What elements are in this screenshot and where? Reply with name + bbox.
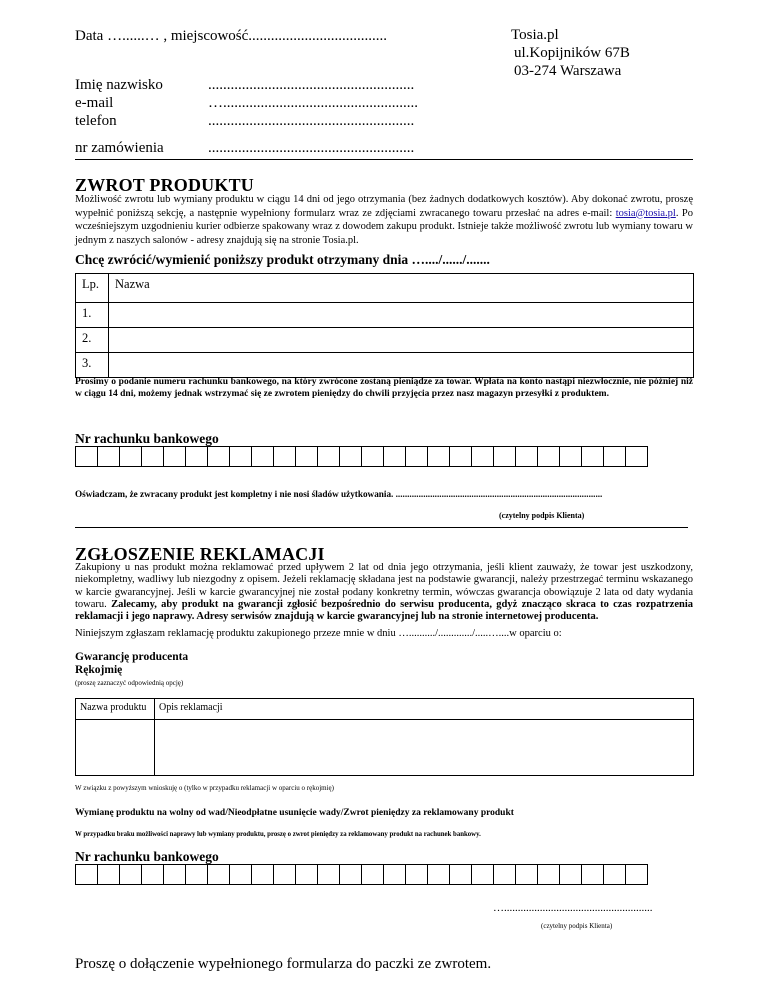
account-digit-box[interactable] — [75, 446, 98, 467]
account-digit-box[interactable] — [515, 864, 538, 885]
table-row-name-cell[interactable] — [109, 303, 694, 328]
account-digit-box[interactable] — [97, 446, 120, 467]
complaint-table — [75, 698, 694, 776]
option-statutory-warranty[interactable]: Rękojmię — [75, 664, 123, 676]
complaint-bank-account-label: Nr rachunku bankowego — [75, 849, 219, 864]
customer-labels — [75, 76, 163, 130]
section-divider — [75, 527, 688, 528]
table-header-description: Opis reklamacji — [155, 699, 694, 720]
account-digit-box[interactable] — [559, 864, 582, 885]
option-warranty[interactable]: Gwarancję producenta — [75, 651, 189, 663]
request-options[interactable]: Wymianę produktu na wolny od wad/Nieodpłatne usunięcie wady/Zwrot pieniędzy za reklamowany produkt — [75, 808, 514, 818]
account-digit-box[interactable] — [339, 446, 362, 467]
account-digit-box[interactable] — [383, 864, 406, 885]
account-digit-box[interactable] — [207, 864, 230, 885]
return-date-line[interactable]: Chcę zwrócić/wymienić poniższy produkt otrzymany dnia …..../....../....... — [75, 252, 490, 267]
order-label: nr zamówienia — [75, 140, 164, 156]
date-place-line[interactable]: Data …......… , miejscowość..................................... — [75, 28, 388, 44]
account-digit-box[interactable] — [603, 446, 626, 467]
option-hint: (proszę zaznaczyć odpowiednią opcję) — [75, 679, 184, 687]
account-digit-box[interactable] — [603, 864, 626, 885]
phone-field[interactable]: ....................................................... — [208, 113, 415, 129]
request-note: W związku z powyższym wnioskuję o (tylko w przypadku reklamacji w oparciu o rękojmię) — [75, 784, 334, 792]
account-digit-box[interactable] — [163, 864, 186, 885]
complaint-bank-account-boxes[interactable] — [75, 864, 648, 885]
account-digit-box[interactable] — [295, 864, 318, 885]
return-intro-part1: Możliwość zwrotu lub wymiany produktu w ciągu 14 dni od jego otrzymania (bez żadnych dodatkowych kosztów). Aby dokonać zwrotu, proszę wypełnić poniższą sekcję, a następnie wypełniony formularz wraz ze zdjęciami zwracanego towaru przesłać na adres e-mail: — [75, 194, 693, 219]
account-digit-box[interactable] — [317, 864, 340, 885]
header-divider — [75, 159, 693, 160]
account-digit-box[interactable] — [537, 864, 560, 885]
account-digit-box[interactable] — [317, 446, 340, 467]
account-digit-box[interactable] — [405, 864, 428, 885]
account-digit-box[interactable] — [515, 446, 538, 467]
company-city: 03-274 Warszawa — [514, 63, 622, 79]
bank-refund-note: Prosimy o podanie numeru rachunku bankowego, na który zwrócone zostaną pieniądze za towar. Wpłata na konto nastąpi niezwłocznie, nie później niż w ciągu 14 dni, możemy jednak wstrzymać się ze zwrotem pieniędzy do chwili przyjęcia przez nasz magazyn przesyłki z produktem. — [75, 377, 693, 399]
account-digit-box[interactable] — [471, 864, 494, 885]
complaint-description-cell[interactable] — [155, 720, 694, 776]
account-digit-box[interactable] — [471, 446, 494, 467]
account-digit-box[interactable] — [251, 864, 274, 885]
account-digit-box[interactable] — [361, 864, 384, 885]
account-digit-box[interactable] — [383, 446, 406, 467]
footer-note: Proszę o dołączenie wypełnionego formularza do paczki ze zwrotem. — [75, 956, 492, 972]
bank-account-boxes[interactable] — [75, 446, 648, 467]
account-digit-box[interactable] — [537, 446, 560, 467]
email-link[interactable]: tosia@tosia.pl — [615, 207, 676, 219]
table-row-number: 3. — [76, 353, 109, 378]
account-digit-box[interactable] — [493, 446, 516, 467]
account-digit-box[interactable] — [163, 446, 186, 467]
company-street: ul.Kopijników 67B — [514, 45, 630, 61]
name-field[interactable]: ....................................................... — [208, 77, 415, 93]
complaint-signature-line[interactable]: …...................................................... — [493, 902, 653, 914]
account-digit-box[interactable] — [449, 864, 472, 885]
complaint-options — [75, 651, 188, 677]
complaint-claim-line[interactable]: Niniejszym zgłaszam reklamację produktu zakupionego przeze mnie w dniu …........../............./.....…....w oparciu o: — [75, 628, 562, 639]
account-digit-box[interactable] — [581, 446, 604, 467]
table-header-lp: Lp. — [76, 274, 109, 303]
account-digit-box[interactable] — [207, 446, 230, 467]
account-digit-box[interactable] — [493, 864, 516, 885]
account-digit-box[interactable] — [625, 864, 648, 885]
complaint-section-title: ZGŁOSZENIE REKLAMACJI — [75, 544, 325, 564]
account-digit-box[interactable] — [141, 446, 164, 467]
account-digit-box[interactable] — [581, 864, 604, 885]
complaint-intro — [75, 562, 693, 623]
account-digit-box[interactable] — [119, 864, 142, 885]
account-digit-box[interactable] — [141, 864, 164, 885]
return-intro-part2: . Po wcześniejszym uzgodnieniu kurier odbierze spakowany wraz z dowodem zakupu produkt. Istnieje także możliwość zwrotu lub wymiany towaru w jednym z naszych salonów - adresy znajdują się na stronie Tosia.pl. — [75, 207, 693, 246]
bank-account-label: Nr rachunku bankowego — [75, 431, 219, 446]
account-digit-box[interactable] — [75, 864, 98, 885]
table-header-name: Nazwa — [109, 274, 694, 303]
email-field[interactable]: ….................................................... — [208, 95, 418, 111]
declaration-line[interactable]: Oświadczam, że zwracany produkt jest kompletny i nie nosi śladów użytkowania. .......................................................................................... — [75, 489, 603, 499]
complaint-signature-caption: (czytelny podpis Klienta) — [541, 922, 613, 930]
customer-fields — [208, 76, 418, 130]
company-name: Tosia.pl — [511, 27, 559, 43]
order-number-field[interactable]: ....................................................... — [208, 140, 415, 156]
return-signature-caption: (czytelny podpis Klienta) — [499, 511, 585, 520]
email-label: e-mail — [75, 95, 114, 111]
account-digit-box[interactable] — [229, 446, 252, 467]
account-digit-box[interactable] — [273, 446, 296, 467]
phone-label: telefon — [75, 113, 117, 129]
account-digit-box[interactable] — [185, 446, 208, 467]
refund-note: W przypadku braku możliwości naprawy lub wymiany produktu, proszę o zwrot pieniędzy za reklamowany produkt na rachunek bankowy. — [75, 831, 481, 838]
account-digit-box[interactable] — [559, 446, 582, 467]
account-digit-box[interactable] — [185, 864, 208, 885]
account-digit-box[interactable] — [361, 446, 384, 467]
account-digit-box[interactable] — [273, 864, 296, 885]
company-address — [511, 26, 630, 80]
account-digit-box[interactable] — [405, 446, 428, 467]
account-digit-box[interactable] — [449, 446, 472, 467]
account-digit-box[interactable] — [427, 864, 450, 885]
table-row-number: 2. — [76, 328, 109, 353]
table-row-name-cell[interactable] — [109, 328, 694, 353]
account-digit-box[interactable] — [427, 446, 450, 467]
account-digit-box[interactable] — [251, 446, 274, 467]
return-products-table — [75, 273, 694, 378]
complaint-intro-normal: Zakupiony u nas produkt można reklamować przed upływem 2 lat od dnia jego otrzymania, jeśli klient zauważy, że towar jest uszkodzony, niekompletny, wadliwy lub niezgodny z opisem. Jeżeli reklamację składana jest na podstawie gwarancji, należy przestrzegać terminu wskazanego w karcie gwarancyjnej. Jeśli w karcie gwarancyjnej nie został podany konkretny termin, wówczas gwarancja obowiązuje 2 lata od daty wydania towaru. — [75, 562, 693, 610]
return-intro — [75, 193, 693, 247]
product-name-cell[interactable] — [76, 720, 155, 776]
name-label: Imię nazwisko — [75, 77, 163, 93]
table-row-number: 1. — [76, 303, 109, 328]
account-digit-box[interactable] — [339, 864, 362, 885]
return-section-title: ZWROT PRODUKTU — [75, 175, 254, 195]
table-header-product: Nazwa produktu — [76, 699, 155, 720]
account-digit-box[interactable] — [625, 446, 648, 467]
account-digit-box[interactable] — [229, 864, 252, 885]
account-digit-box[interactable] — [119, 446, 142, 467]
complaint-intro-bold: Zalecamy, aby produkt na gwarancji zgłosić bezpośrednio do serwisu producenta, gdyż znacząco skraca to czas rozpatrzenia reklamacji i jego naprawy. Adresy serwisów znajdują w karcie gwarancyjnej lub na stronie internetowej producenta. — [75, 598, 694, 623]
account-digit-box[interactable] — [295, 446, 318, 467]
account-digit-box[interactable] — [97, 864, 120, 885]
table-row-name-cell[interactable] — [109, 353, 694, 378]
